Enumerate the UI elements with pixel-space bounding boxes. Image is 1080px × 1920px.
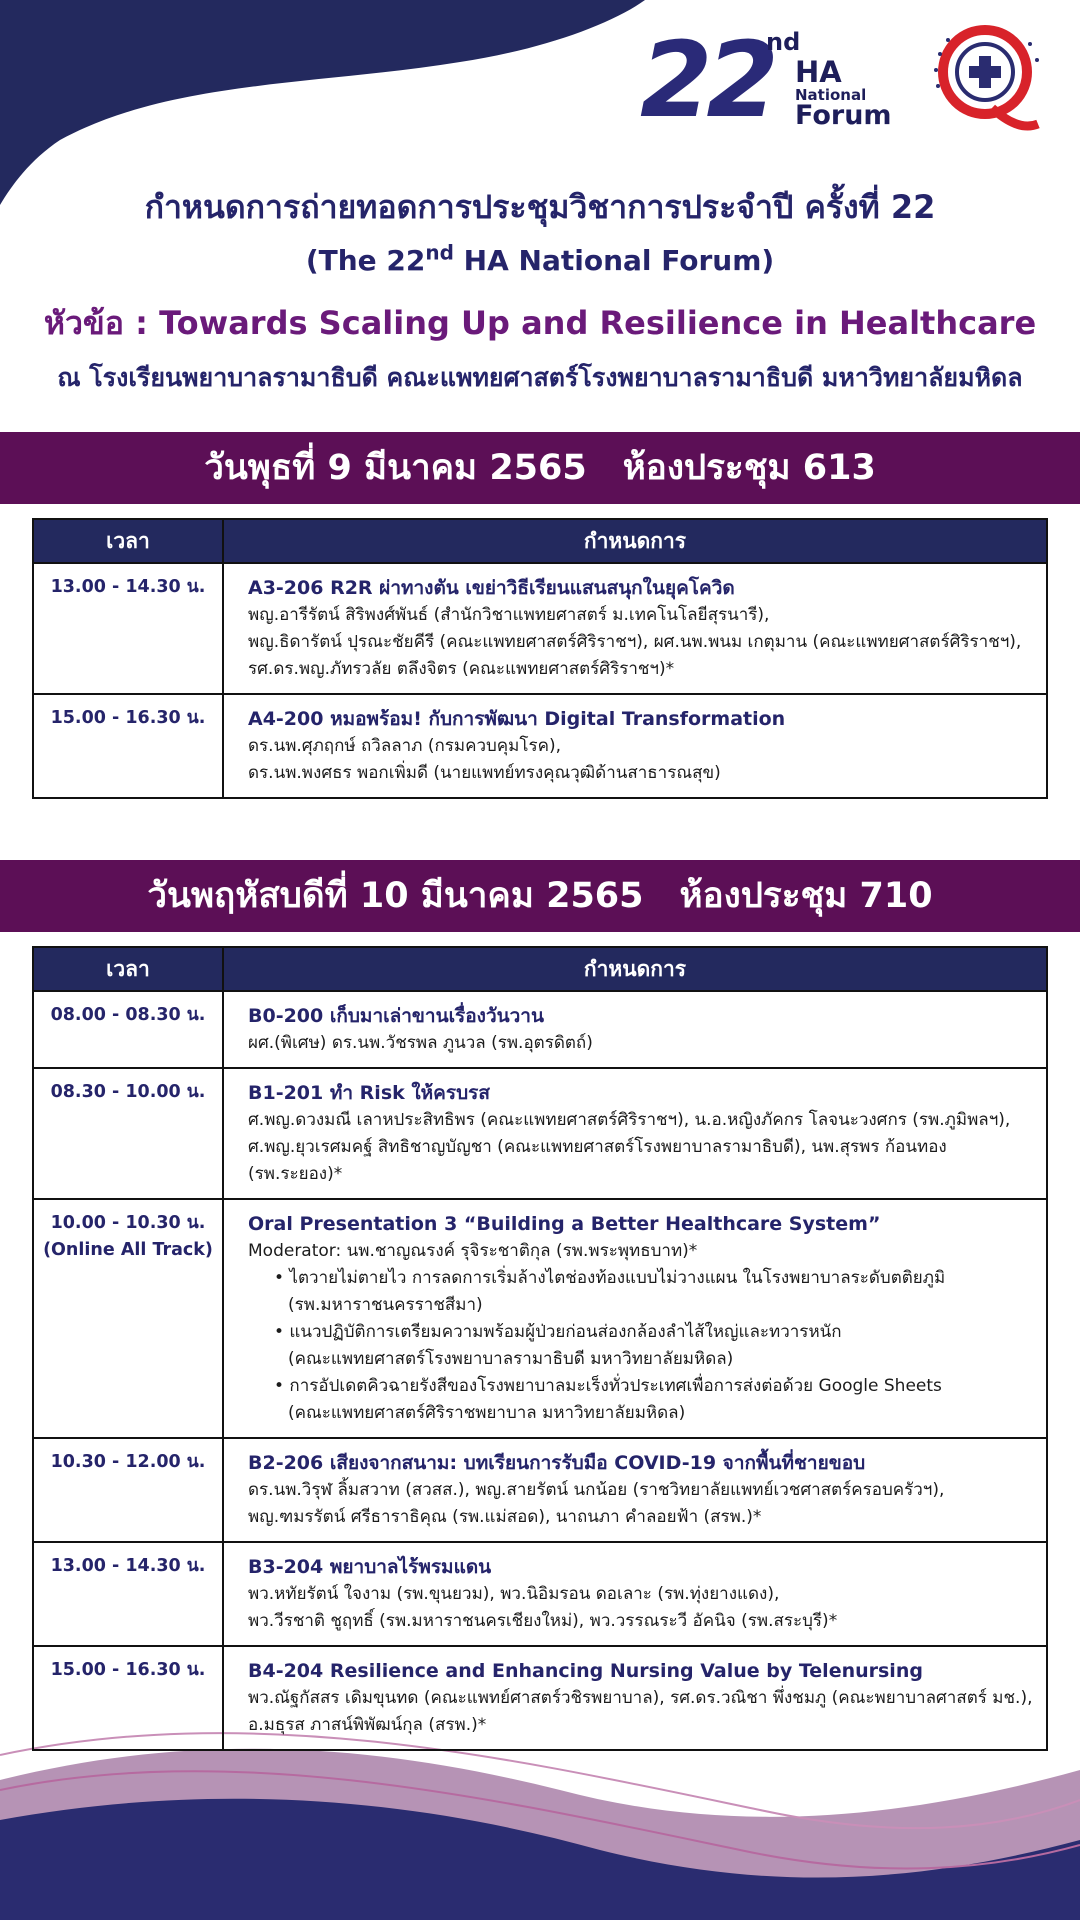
- time-range: 10.00 - 10.30 น.: [50, 1213, 206, 1233]
- venue-heading: ณ โรงเรียนพยาบาลรามาธิบดี คณะแพทยศาสตร์โรงพยาบาลรามาธิบดี มหาวิทยาลัยมหิดล: [57, 363, 1023, 392]
- speaker-line: อ.มธุรส ภาสน์พิพัฒน์กุล (สรพ.)*: [248, 1715, 487, 1735]
- time-header: เวลา: [33, 947, 223, 991]
- bullet-affiliation: (คณะแพทยศาสตร์โรงพยาบาลรามาธิบดี มหาวิทยาลัยมหิดล): [288, 1349, 734, 1369]
- table-row: [33, 563, 1047, 694]
- day2-room: ห้องประชุม 710: [679, 876, 933, 916]
- speaker-line: ดร.นพ.พงศธร พอกเพิ่มดี (นายแพทย์ทรงคุณวุฒิด้านสาธารณสุข): [248, 763, 721, 783]
- session-title: B2-206 เสียงจากสนาม: บทเรียนการรับมือ COVID-19 จากพื้นที่ชายขอบ: [248, 1452, 866, 1474]
- agenda-cell: [223, 991, 1047, 1068]
- speaker-line: พว.หทัยรัตน์ ใจงาม (รพ.ขุนยวม), พว.นิอิมรอน ดอเลาะ (รพ.ทุ่งยางแดง),: [248, 1584, 780, 1604]
- agenda-cell: [223, 1438, 1047, 1542]
- agenda-cell: [223, 1646, 1047, 1750]
- agenda-cell: [223, 1068, 1047, 1199]
- table-row: [33, 1646, 1047, 1750]
- day1-date: วันพุธที่ 9 มีนาคม 2565: [204, 448, 587, 488]
- speaker-line: พว.วีรชาติ ชูฤทธิ์ (รพ.มหาราชนครเชียงใหม่), พว.วรรณระวี อัคนิจ (รพ.สระบุรี)*: [248, 1611, 838, 1631]
- time-cell: 15.00 - 16.30 น.: [33, 694, 223, 798]
- table-row: [33, 1068, 1047, 1199]
- session-title: B3-204 พยาบาลไร้พรมแดน: [248, 1556, 492, 1578]
- time-cell: 10.30 - 12.00 น.: [33, 1438, 223, 1542]
- table-row: [33, 694, 1047, 798]
- subtitle-pre: (The 22: [305, 244, 426, 277]
- session-title: B1-201 ทำ Risk ให้ครบรส: [248, 1082, 490, 1104]
- table-row: [33, 1199, 1047, 1438]
- table-row: [33, 991, 1047, 1068]
- agenda-cell: [223, 563, 1047, 694]
- day2-banner: [0, 860, 1080, 932]
- agenda-header: กำหนดการ: [223, 519, 1047, 563]
- speaker-line: ศ.พญ.ดวงมณี เลาหประสิทธิพร (คณะแพทยศาสตร์ศิริราชฯ), น.อ.หญิงภัคกร โลจนะวงศกร (รพ.ภูมิพลฯ),: [248, 1110, 1011, 1130]
- bullet-affiliation: (คณะแพทยศาสตร์ศิริราชพยาบาล มหาวิทยาลัยมหิดล): [288, 1403, 686, 1423]
- logo-number: 22: [640, 19, 773, 141]
- bullet-affiliation: (รพ.มหาราชนครราชสีมา): [288, 1295, 483, 1315]
- table-row: [33, 1542, 1047, 1646]
- logo-ordinal: nd: [766, 28, 801, 56]
- logo-ha: HA: [795, 55, 842, 89]
- time-cell: 13.00 - 14.30 น.: [33, 1542, 223, 1646]
- logo-forum: Forum: [795, 100, 892, 131]
- session-title: A3-206 R2R ผ่าทางตัน เขย่าวิธีเรียนแสนสนุกในยุคโควิด: [248, 577, 735, 599]
- bullet-item: • ไตวายไม่ตายไว การลดการเริ่มล้างไตช่องท้องแบบไม่วางแผน ในโรงพยาบาลระดับตติยภูมิ: [274, 1268, 946, 1288]
- logo-national: National: [795, 86, 867, 104]
- agenda-cell: [223, 1542, 1047, 1646]
- time-cell: 08.00 - 08.30 น.: [33, 991, 223, 1068]
- speaker-line: ศ.พญ.ยุวเรศมคฐ์ สิทธิชาญบัญชา (คณะแพทยศาสตร์โรงพยาบาลรามาธิบดี), นพ.สุรพร ก้อนทอง (รพ.ระยอง)*: [248, 1137, 947, 1184]
- agenda-cell: [223, 1199, 1047, 1438]
- speaker-line: ดร.นพ.ศุภฤกษ์ ถวิลลาภ (กรมควบคุมโรค),: [248, 736, 562, 756]
- topic-heading: หัวข้อ : Towards Scaling Up and Resilience in Healthcare: [43, 304, 1037, 342]
- page-subtitle: [0, 240, 1080, 277]
- session-title: B0-200 เก็บมาเล่าขานเรื่องวันวาน: [248, 1005, 544, 1027]
- speaker-line: พว.ณัฐกัสสร เดิมขุนทด (คณะแพทย์ศาสตร์วชิรพยาบาล), รศ.ดร.วณิชา พึ่งชมภู (คณะพยาบาลศาสตร์ มช.),: [248, 1688, 1033, 1708]
- subtitle-sup: nd: [425, 240, 454, 265]
- institute-seal-icon: [900, 20, 1060, 150]
- day1-schedule-table: [32, 518, 1048, 799]
- page-title: กำหนดการถ่ายทอดการประชุมวิชาการประจำปี ครั้งที่ 22: [144, 188, 936, 226]
- session-title: Oral Presentation 3 “Building a Better Healthcare System”: [248, 1213, 881, 1235]
- bullet-item: • แนวปฏิบัติการเตรียมความพร้อมผู้ป่วยก่อนส่องกล้องลำไส้ใหญ่และทวารหนัก: [274, 1322, 842, 1342]
- agenda-header: กำหนดการ: [223, 947, 1047, 991]
- day2-schedule-table: [32, 946, 1048, 1751]
- time-note: (Online All Track): [43, 1240, 213, 1260]
- table-header-row: [33, 947, 1047, 991]
- table-row: [33, 1438, 1047, 1542]
- day1-banner: [0, 432, 1080, 504]
- time-cell: [33, 1199, 223, 1438]
- agenda-cell: [223, 694, 1047, 798]
- speaker-line: พญ.ธิดารัตน์ ปุรณะชัยคีรี (คณะแพทยศาสตร์ศิริราชฯ), ผศ.นพ.พนม เกตุมาน (คณะแพทยศาสตร์ศิริราชฯ),: [248, 632, 1022, 652]
- moderator-line: Moderator: นพ.ชาญณรงค์ รุจิระชาติกุล (รพ.พระพุทธบาท)*: [248, 1241, 698, 1261]
- time-header: เวลา: [33, 519, 223, 563]
- bullet-item: • การอัปเดตคิวฉายรังสีของโรงพยาบาลมะเร็งทั่วประเทศเพื่อการส่งต่อด้วย Google Sheets: [274, 1376, 942, 1396]
- speaker-line: รศ.ดร.พญ.ภัทรวลัย ตลึงจิตร (คณะแพทยศาสตร์ศิริราชฯ)*: [248, 659, 675, 679]
- time-cell: 15.00 - 16.30 น.: [33, 1646, 223, 1750]
- speaker-line: พญ.อารีรัตน์ สิริพงศ์พันธ์ (สำนักวิชาแพทยศาสตร์ ม.เทคโนโลยีสุรนารี),: [248, 605, 770, 625]
- time-cell: 08.30 - 10.00 น.: [33, 1068, 223, 1199]
- time-cell: 13.00 - 14.30 น.: [33, 563, 223, 694]
- table-header-row: [33, 519, 1047, 563]
- speaker-line: ผศ.(พิเศษ) ดร.นพ.วัชรพล ภูนวล (รพ.อุตรดิตถ์): [248, 1033, 593, 1053]
- session-title: A4-200 หมอพร้อม! กับการพัฒนา Digital Transformation: [248, 708, 786, 730]
- day1-room: ห้องประชุม 613: [622, 448, 876, 488]
- day2-date: วันพฤหัสบดีที่ 10 มีนาคม 2565: [147, 876, 644, 916]
- speaker-line: ดร.นพ.วิรุฬ ลิ้มสวาท (สวสส.), พญ.สายรัตน์ นกน้อย (ราชวิทยาลัยแพทย์เวชศาสตร์ครอบครัวฯ),: [248, 1480, 945, 1500]
- session-title: B4-204 Resilience and Enhancing Nursing Value by Telenursing: [248, 1660, 923, 1682]
- speaker-line: พญ.ฑมรรัตน์ ศรีธาราธิคุณ (รพ.แม่สอด), นาถนภา คำลอยฟ้า (สรพ.)*: [248, 1507, 762, 1527]
- subtitle-post: HA National Forum): [463, 244, 775, 277]
